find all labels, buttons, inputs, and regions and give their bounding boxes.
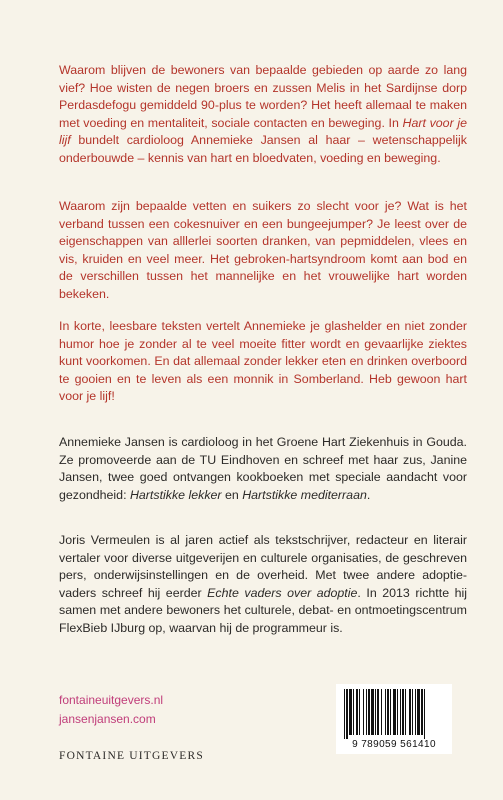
coauthor-bio-part-a: Joris Vermeulen is al jaren actief als tekstschrijver, redacteur en literair vertaler voor diverse uitgeverijen en culturele organisaties, de geschreven pers, onderwijsinstellingen en de overheid. Met twee andere adoptie-vaders schreef hij eerder xyxy=(59,533,467,600)
barcode-stripe xyxy=(353,689,354,735)
barcode-stripe xyxy=(417,689,420,735)
blurb-paragraph-3: In korte, leesbare teksten vertelt Annemieke je glashelder en niet zonder humor hoe je zonder al te veel moeite fitter wordt en gevaarlijke ziektes kunt voorkomen. En dat allemaal zonder lekker eten en drinken overboord te gooien en te leven als een monnik in Somberland. Heb gewoon hart voor je lijf! xyxy=(59,319,467,404)
barcode-stripe xyxy=(344,689,345,739)
barcode-stripe xyxy=(390,689,391,735)
barcode-stripe xyxy=(363,689,364,735)
author-bio-part-e: . xyxy=(366,487,371,502)
barcode-bars xyxy=(342,689,446,739)
barcode-stripe xyxy=(346,689,348,739)
blurb-p1-part-a: Waarom blijven de bewoners van bepaalde gebieden op aarde zo lang vief? Hoe wisten de negen broers en zussen Melis in het Sardijnse dorp Perdasdefogu gemiddeld 90-plus te worden? Het heeft allemaal te maken met voeding en mentaliteit, sociale contacten en beweging. In xyxy=(59,63,467,130)
barcode-stripe xyxy=(377,689,379,735)
author-bio-part-a: Annemieke Jansen is cardioloog in het Groene Hart Ziekenhuis in Gouda. Ze promoveerde aan de TU Eindhoven en schreef met haar zus, Janine Jansen, twee goed ontvangen kookboeken met speciale aandacht voor gezondheid: xyxy=(59,435,467,502)
barcode-stripe xyxy=(368,689,370,735)
website-links xyxy=(59,691,163,729)
publisher-name: FONTAINE UITGEVERS xyxy=(59,750,204,762)
adoption-book-title: Echte vaders over adoptie xyxy=(207,585,358,600)
isbn-barcode xyxy=(336,684,452,754)
author-bio-part-c: en xyxy=(221,487,243,502)
barcode-stripe xyxy=(371,689,374,735)
book-title-italic: Hart voor je lijf xyxy=(59,115,467,148)
barcode-stripe xyxy=(415,689,416,735)
blurb-p1-part-c: bundelt cardioloog Annemieke Jansen al haar – wetenschappelijk onderbouwde – kennis van hart en bloedvaten, voeding en beweging. xyxy=(59,133,467,165)
barcode-stripe xyxy=(424,689,425,739)
authors-website-link[interactable]: jansenjansen.com xyxy=(59,712,156,726)
publisher-website-link[interactable]: fontaineuitgevers.nl xyxy=(59,693,164,707)
coauthor-bio-paragraph xyxy=(59,532,467,638)
isbn-number: 9 789059 561410 xyxy=(352,739,436,750)
barcode-stripe xyxy=(409,689,411,735)
blurb-paragraph-2: Waarom zijn bepaalde vetten en suikers zo slecht voor je? Wat is het verband tussen een cokesnuiver en een bungeejumper? Je leest over de eigenschappen van alllerlei soorten dranken, van pepmiddelen, vlees en vis, kruiden en veel meer. Het gebroken-hartsyndroom komt aan bod en de verschillen tussen het mannelijke en het vrouwelijke hart worden bekeken. xyxy=(59,199,467,301)
barcode-stripe xyxy=(402,689,404,735)
barcode-stripe xyxy=(385,689,386,735)
barcode-stripe xyxy=(397,689,398,735)
barcode-stripe xyxy=(349,689,352,735)
barcode-stripe xyxy=(400,689,401,735)
barcode-stripe xyxy=(366,689,367,735)
barcode-stripe xyxy=(387,689,389,735)
barcode-stripe xyxy=(359,689,360,735)
barcode-stripe xyxy=(405,689,406,735)
barcode-stripe xyxy=(356,689,358,735)
barcode-stripe xyxy=(393,689,396,735)
coauthor-bio-part-c: . In 2013 richtte hij samen met andere bewoners het culturele, debat- en ontmoetingscentrum FlexBieb IJburg op, waarvan hij de programmeur is. xyxy=(59,585,468,635)
cookbook-title-2: Hartstikke mediterraan xyxy=(242,487,367,502)
barcode-stripe xyxy=(412,689,413,735)
barcode-stripe xyxy=(381,689,382,735)
barcode-stripe xyxy=(375,689,376,735)
author-bio-paragraph xyxy=(59,434,467,504)
cookbook-title-1: Hartstikke lekker xyxy=(129,487,222,502)
blurb-paragraph-1 xyxy=(59,62,467,168)
barcode-stripe xyxy=(421,689,423,735)
